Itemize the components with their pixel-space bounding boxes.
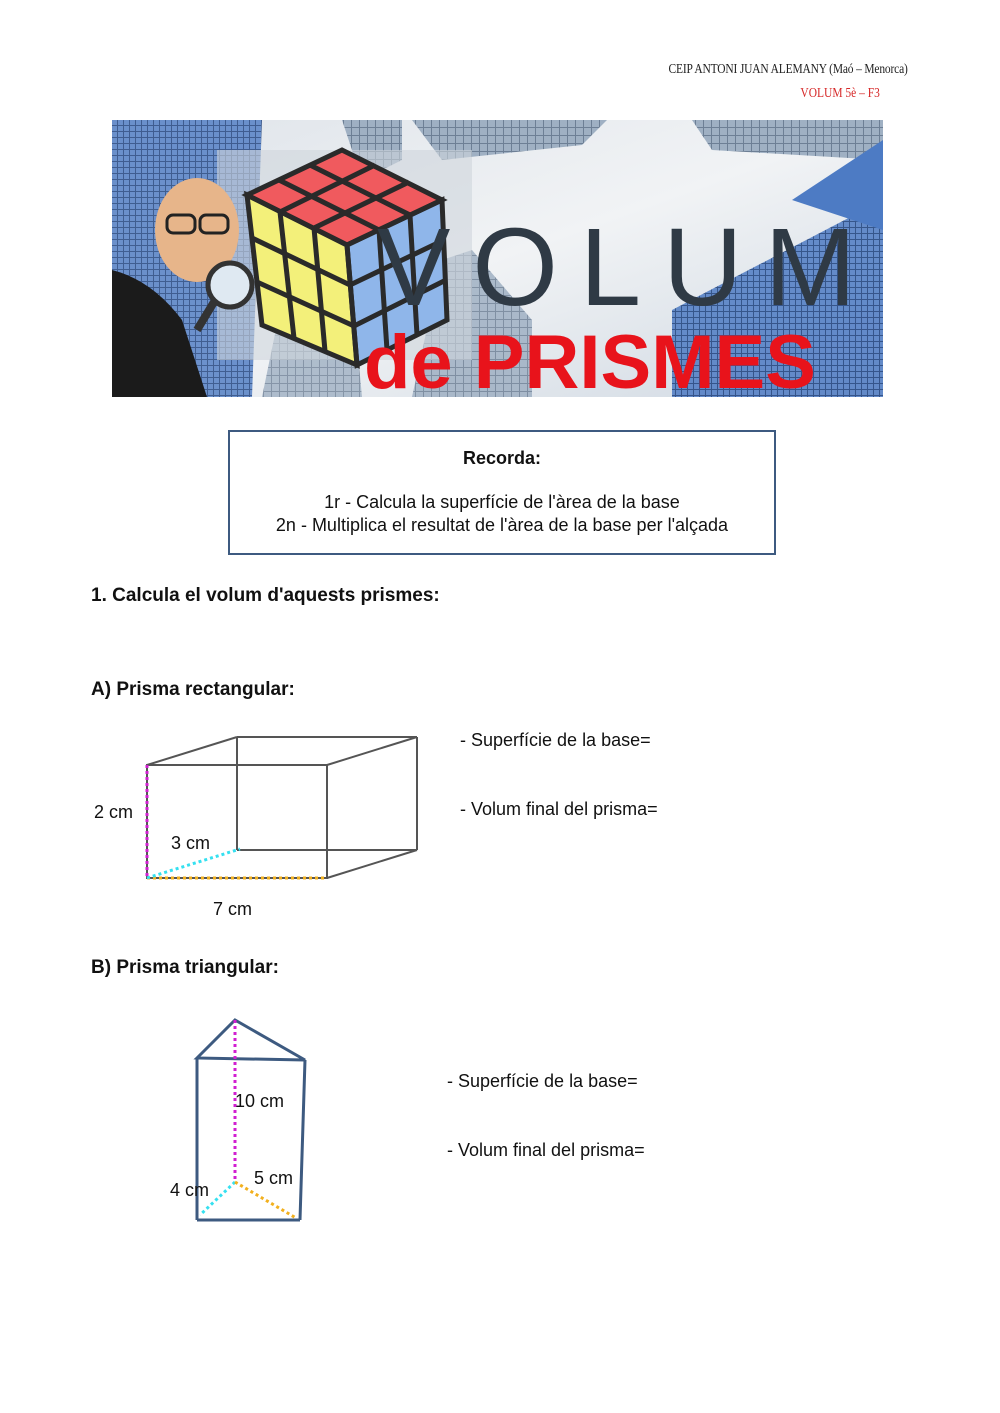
reminder-title: Recorda: xyxy=(462,448,542,468)
school-name: CEIP ANTONI JUAN ALEMANY (Maó – Menorca) xyxy=(668,62,908,77)
base-area-question-b: - Superfície de la base= xyxy=(447,1071,638,1091)
depth-label-a: 3 cm xyxy=(171,833,211,853)
side2-label-b: 5 cm xyxy=(254,1168,294,1188)
base-area-question-a: - Superfície de la base= xyxy=(460,730,651,750)
section-a-title: A) Prisma rectangular: xyxy=(91,679,295,700)
reminder-step-2: 2n - Multiplica el resultat de l'àrea de la base per l'alçada xyxy=(275,515,729,535)
section-b-title: B) Prisma triangular: xyxy=(91,957,279,978)
banner-title-top: VOLUM xyxy=(377,206,879,329)
banner-graphic xyxy=(112,120,883,397)
volume-question-a: - Volum final del prisma= xyxy=(460,799,658,819)
worksheet-code: VOLUM 5è – F3 xyxy=(800,86,880,101)
height-label-b: 10 cm xyxy=(235,1091,285,1111)
banner-title-bottom: de PRISMES xyxy=(364,320,816,397)
reminder-box xyxy=(228,430,776,555)
title-banner xyxy=(112,120,883,397)
rectangular-prism-diagram xyxy=(140,730,430,890)
height-label-a: 2 cm xyxy=(94,802,134,822)
reminder-step-1: 1r - Calcula la superfície de l'àrea de la base xyxy=(324,492,680,512)
side1-label-b: 4 cm xyxy=(170,1180,210,1200)
width-label-a: 7 cm xyxy=(213,899,253,919)
volume-question-b: - Volum final del prisma= xyxy=(447,1140,645,1160)
exercise-heading: 1. Calcula el volum d'aquests prismes: xyxy=(91,585,440,606)
